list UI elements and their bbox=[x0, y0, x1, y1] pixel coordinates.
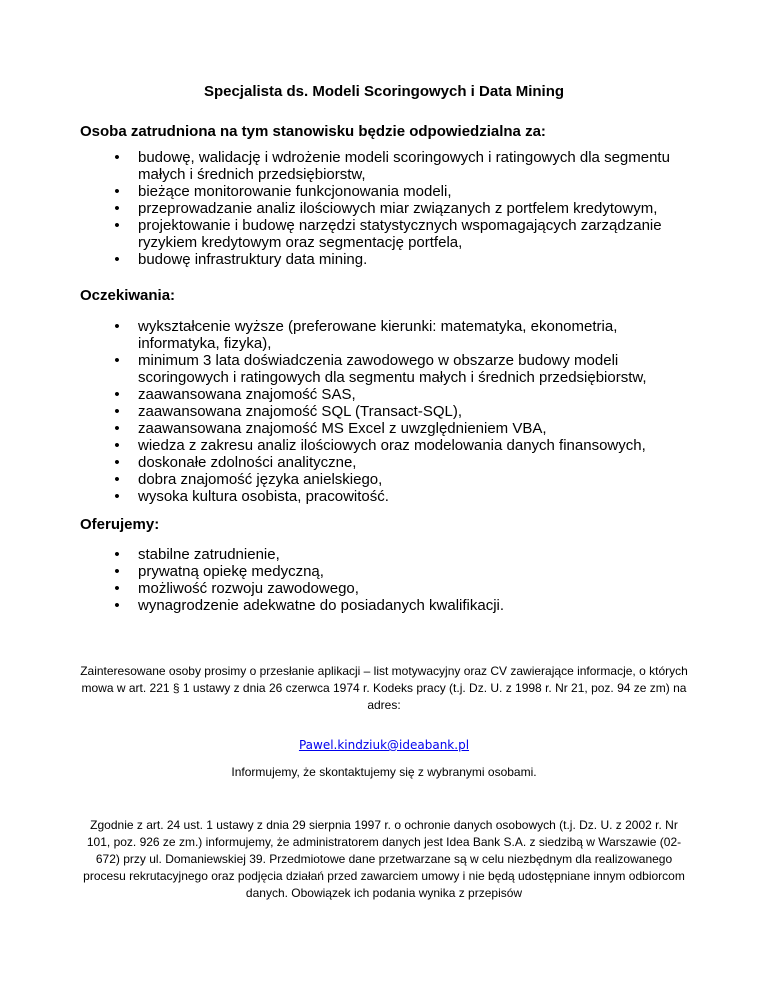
bullet-icon: • bbox=[114, 454, 120, 471]
application-note: Zainteresowane osoby prosimy o przesłanie aplikacji – list motywacyjny oraz CV zawierające informacje, o których mowa w art. 221 § 1 ustawy z dnia 26 czerwca 1974 r. Kodeks pracy (t.j. Dz. U. z 1998 r. Nr 21, poz. 94 ze zm) na adres: bbox=[80, 664, 688, 712]
list-item bbox=[80, 546, 700, 563]
bullet-icon: • bbox=[114, 437, 120, 454]
bullet-icon: • bbox=[114, 403, 120, 420]
bullet-icon: • bbox=[114, 386, 120, 403]
list-item bbox=[80, 580, 700, 597]
list-item bbox=[80, 420, 700, 437]
offer-list bbox=[80, 546, 700, 614]
list-item-text: wykształcenie wyższe (preferowane kierunki: matematyka, ekonometria, informatyka, fizyka), bbox=[138, 318, 618, 352]
list-item bbox=[80, 217, 700, 251]
list-item-text: dobra znajomość języka anielskiego, bbox=[138, 471, 383, 488]
list-item-text: możliwość rozwoju zawodowego, bbox=[138, 580, 359, 597]
list-item-text: wysoka kultura osobista, pracowitość. bbox=[138, 488, 389, 505]
list-item-text: zaawansowana znajomość SQL (Transact-SQL), bbox=[138, 403, 463, 420]
list-item bbox=[80, 352, 700, 386]
list-item-text: zaawansowana znajomość MS Excel z uwzględnieniem VBA, bbox=[138, 420, 547, 437]
page-title: Specjalista ds. Modeli Scoringowych i Data Mining bbox=[203, 83, 565, 100]
list-item-text: budowę infrastruktury data mining. bbox=[138, 251, 368, 268]
list-item bbox=[80, 437, 700, 454]
bullet-icon: • bbox=[114, 597, 120, 614]
bullet-icon: • bbox=[114, 580, 120, 597]
bullet-icon: • bbox=[114, 318, 120, 335]
requirements-list bbox=[80, 318, 700, 505]
list-item bbox=[80, 454, 700, 471]
contact-note: Informujemy, że skontaktujemy się z wybranymi osobami. bbox=[231, 765, 537, 779]
list-item-text: bieżące monitorowanie funkcjonowania modeli, bbox=[138, 183, 452, 200]
list-item bbox=[80, 149, 700, 183]
bullet-icon: • bbox=[114, 488, 120, 505]
bullet-icon: • bbox=[114, 251, 120, 268]
list-item bbox=[80, 597, 700, 614]
bullet-icon: • bbox=[114, 546, 120, 563]
list-item-text: doskonałe zdolności analityczne, bbox=[138, 454, 357, 471]
section-heading-responsibilities: Osoba zatrudniona na tym stanowisku będzie odpowiedzialna za: bbox=[80, 123, 546, 140]
list-item-text: budowę, walidację i wdrożenie modeli scoringowych i ratingowych dla segmentu małych i średnich przedsiębiorstw, bbox=[138, 149, 670, 183]
list-item-text: minimum 3 lata doświadczenia zawodowego w obszarze budowy modeli scoringowych i ratingowych dla segmentu małych i średnich przedsiębiorstw, bbox=[138, 352, 647, 386]
list-item bbox=[80, 183, 700, 200]
list-item-text: stabilne zatrudnienie, bbox=[138, 546, 280, 563]
bullet-icon: • bbox=[114, 183, 120, 200]
bullet-icon: • bbox=[114, 420, 120, 437]
section-heading-offer: Oferujemy: bbox=[80, 516, 160, 533]
list-item bbox=[80, 386, 700, 403]
list-item bbox=[80, 251, 700, 268]
bullet-icon: • bbox=[114, 200, 120, 217]
legal-note: Zgodnie z art. 24 ust. 1 ustawy z dnia 29 sierpnia 1997 r. o ochronie danych osobowych (t.j. Dz. U. z 2002 r. Nr 101, poz. 926 ze zm.) informujemy, że administratorem danych jest Idea Bank S.A. z siedzibą w Warszawie (02-672) przy ul. Domaniewskiej 39. Przedmiotowe dane przetwarzane są w celu niezbędnym dla realizowanego procesu rekrutacyjnego oraz podjęcia działań przed zawarciem umowy i nie będą udostępniane innym odbiorcom danych. Obowiązek ich podania wynika z przepisów bbox=[83, 818, 685, 900]
list-item bbox=[80, 488, 700, 505]
email-link[interactable]: Pawel.kindziuk@ideabank.pl bbox=[298, 738, 470, 752]
list-item-text: wiedza z zakresu analiz ilościowych oraz modelowania danych finansowych, bbox=[138, 437, 646, 454]
list-item bbox=[80, 318, 700, 352]
list-item bbox=[80, 403, 700, 420]
bullet-icon: • bbox=[114, 217, 120, 234]
list-item bbox=[80, 471, 700, 488]
section-heading-requirements: Oczekiwania: bbox=[80, 287, 176, 304]
list-item-text: przeprowadzanie analiz ilościowych miar związanych z portfelem kredytowym, bbox=[138, 200, 658, 217]
list-item-text: prywatną opiekę medyczną, bbox=[138, 563, 324, 580]
responsibilities-list bbox=[80, 149, 700, 268]
bullet-icon: • bbox=[114, 471, 120, 488]
list-item bbox=[80, 563, 700, 580]
list-item-text: projektowanie i budowę narzędzi statystycznych wspomagających zarządzanie ryzykiem kredytowym oraz segmentację portfela, bbox=[138, 217, 662, 251]
list-item-text: wynagrodzenie adekwatne do posiadanych kwalifikacji. bbox=[138, 597, 505, 614]
bullet-icon: • bbox=[114, 149, 120, 166]
list-item-text: zaawansowana znajomość SAS, bbox=[138, 386, 356, 403]
bullet-icon: • bbox=[114, 352, 120, 369]
bullet-icon: • bbox=[114, 563, 120, 580]
list-item bbox=[80, 200, 700, 217]
